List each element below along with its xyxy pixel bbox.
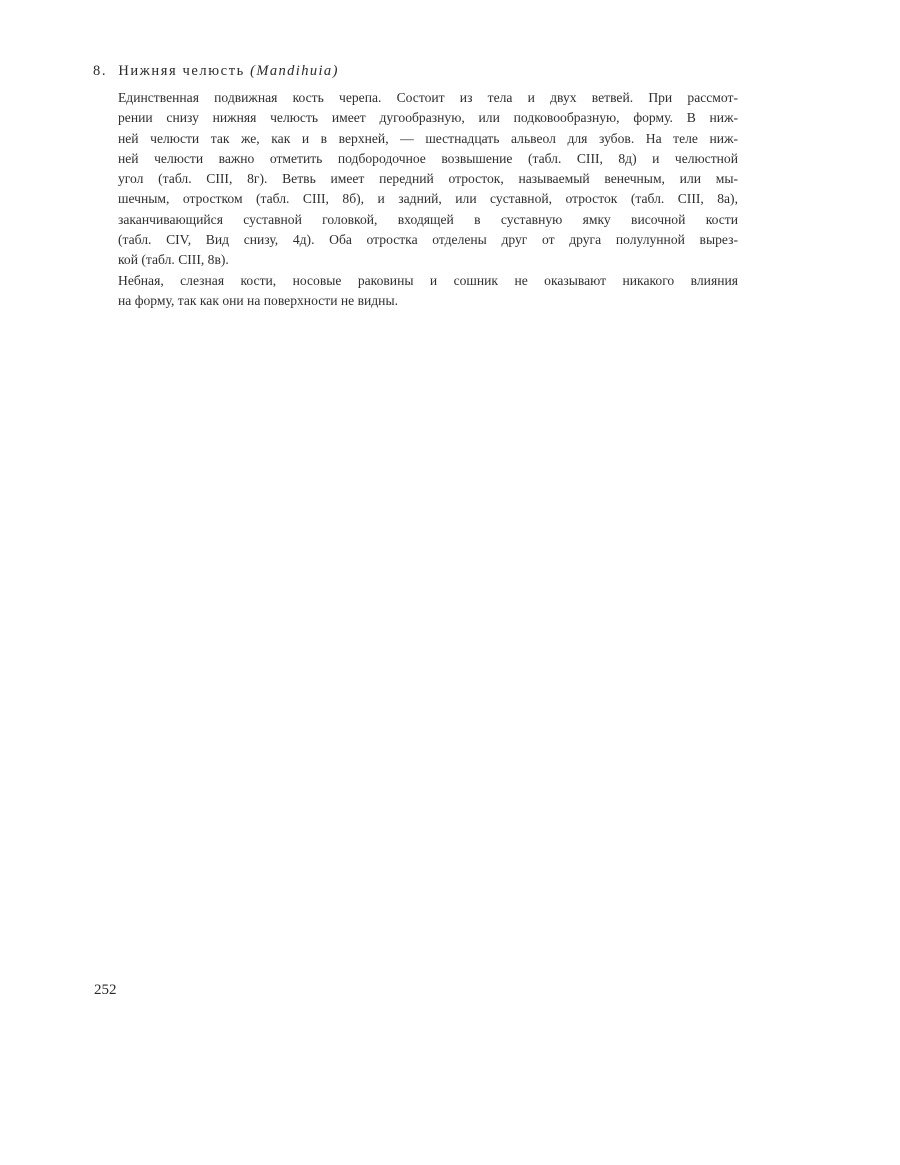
text-line: угол (табл. CIII, 8г). Ветвь имеет передний отросток, называемый венечным, или мы-: [118, 171, 738, 187]
text-line: рении снизу нижняя челюсть имеет дугообразную, или подковообразную, форму. В ниж-: [118, 110, 738, 126]
text-line: ней челюсти важно отметить подбородочное возвышение (табл. CIII, 8д) и челюстной: [118, 150, 738, 166]
text-line: (табл. CIV, Вид снизу, 4д). Оба отростка отделены друг от друга полулунной вырез-: [118, 232, 738, 248]
section-title: Нижняя челюсть: [118, 63, 245, 79]
text-line: шечным, отростком (табл. CIII, 8б), и задний, или суставной, отросток (табл. CIII, 8а),: [118, 191, 738, 207]
text-line: Единственная подвижная кость черепа. Состоит из тела и двух ветвей. При рассмот-: [118, 90, 738, 105]
text-line: на форму, так как они на поверхности не видны.: [118, 292, 398, 308]
paragraph: [118, 88, 738, 271]
text-line: заканчивающийся суставной головкой, входящей в суставную ямку височной кости: [118, 211, 738, 227]
text-line: кой (табл. CIII, 8в).: [118, 252, 229, 268]
paragraph: [118, 271, 738, 312]
section-body: [118, 88, 738, 311]
section-number: 8.: [93, 63, 108, 79]
section-latin-name: (Mandihuia): [250, 63, 339, 79]
text-line: ней челюсти так же, как и в верхней, — шестнадцать альвеол для зубов. На теле ниж-: [118, 130, 738, 146]
section-heading: [93, 63, 339, 80]
text-line: Небная, слезная кости, носовые раковины и сошник не оказывают никакого влияния: [118, 272, 738, 288]
page-number: 252: [94, 982, 117, 998]
